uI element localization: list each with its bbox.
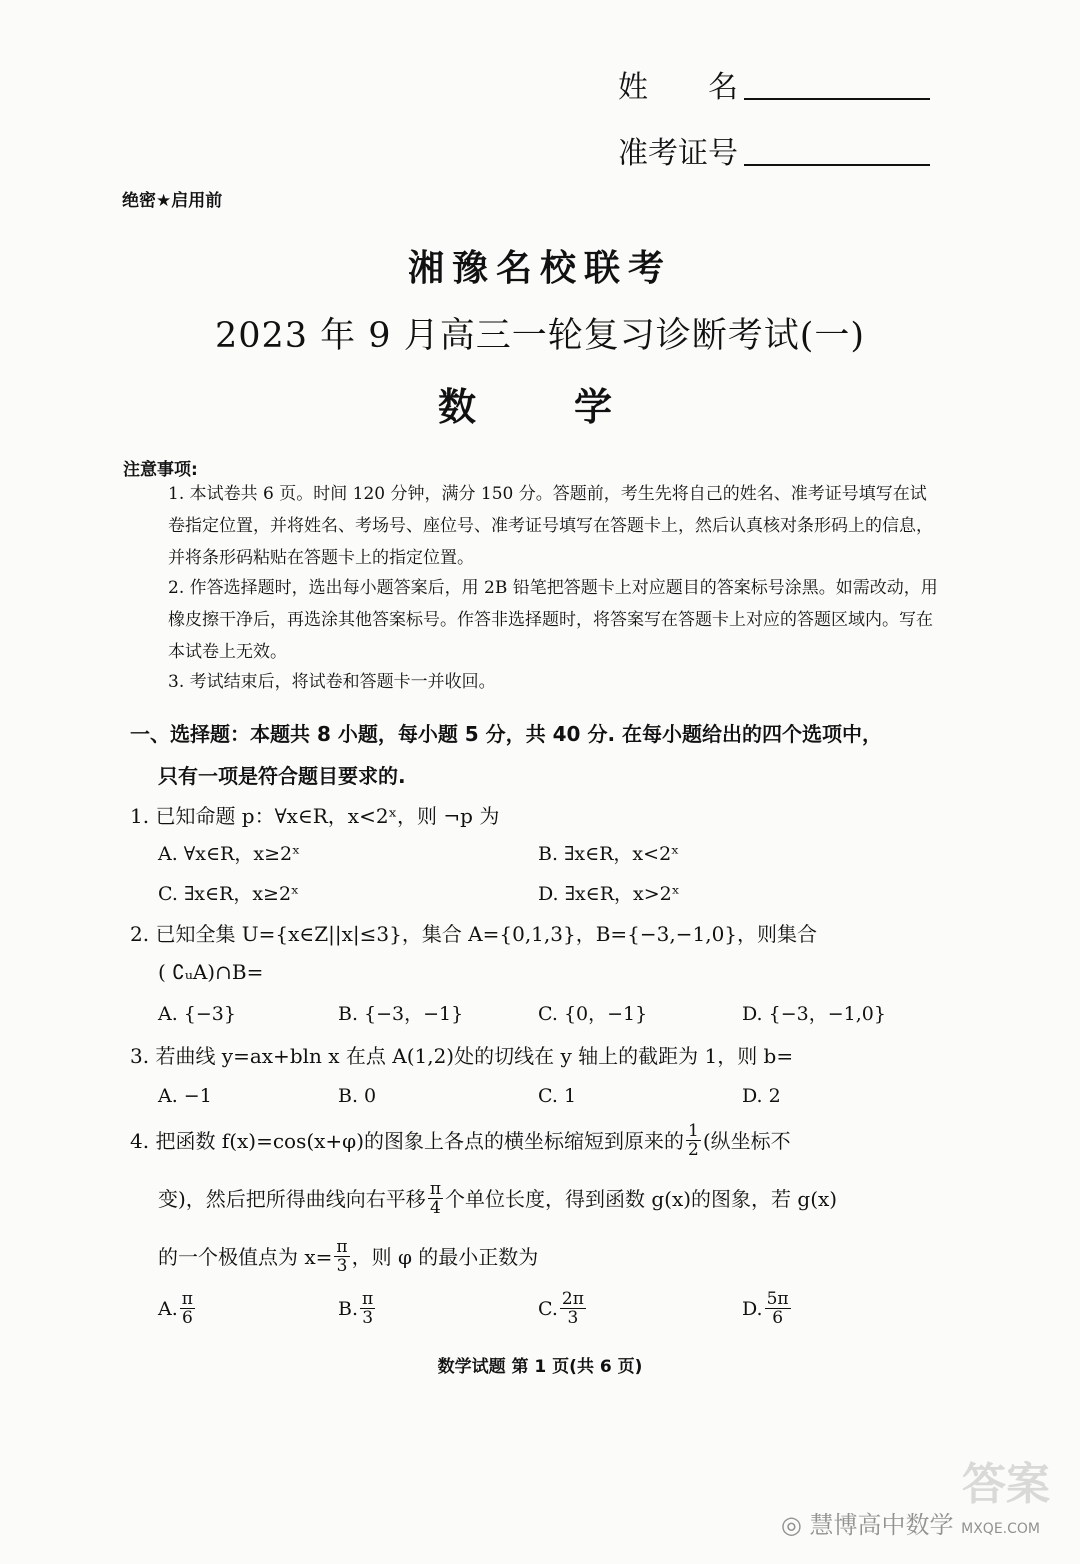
question-4-option-a: A. $\frac{\pi}{6}$ [158,1289,193,1328]
question-4-stem-text: 4. 把函数 f(x)=cos(x+φ)的图象上各点的横坐标缩短到原来的 [130,1128,684,1153]
fraction-pi-over-3: $\frac{\pi}{3}$ [336,1237,348,1276]
exam-id-label: 准考证号 [618,136,738,171]
question-3-option-a: A. −1 [158,1085,212,1107]
exam-union-title: 湘豫名校联考 [407,248,672,289]
question-3-stem: 3. 若曲线 y=ax+bln x 在点 A(1,2)处的切线在 y 轴上的截距为 1，则 b= [130,1044,794,1068]
question-4-line3: 的一个极值点为 x= $\frac{\pi}{3}$ ，则 φ 的最小正数为 [158,1237,539,1276]
question-4-option-d: D. $\frac{5\pi}{6}$ [742,1289,789,1328]
question-4-line2: 变)，然后把所得曲线向右平移 $\frac{\pi}{4}$ 个单位长度，得到函数 g(x)的图象，若 g(x) [158,1179,838,1218]
notice-item-1: 1. 本试卷共 6 页。时间 120 分钟，满分 150 分。答题前，考生先将自己的姓名、准考证号填写在试卷指定位置，并将姓名、考场号、座位号、准考证号填写在答题卡上，然后认真核对条形码上的信息，并将条形码粘贴在答题卡上的指定位置。 [168,484,933,568]
name-field[interactable] [618,62,930,106]
notice-item-3: 3. 考试结束后，将试卷和答题卡一并收回。 [168,672,496,692]
exam-id-field[interactable] [618,128,930,172]
question-4-option-c: C. $\frac{2\pi}{3}$ [538,1289,584,1328]
question-2-stem: 2. 已知全集 U={x∈Z||x|≤3}，集合 A={0,1,3}，B={−3,−1,0}，则集合 [130,922,818,946]
question-2-option-d: D. {−3，−1,0} [742,1003,886,1025]
question-2-stem-cont: ( ∁ᵤA)∩B= [158,960,264,984]
watermark-logo: 答案 [962,1459,1050,1510]
subject-title: 数 学 [437,385,642,429]
fraction-pi-over-4: $\frac{\pi}{4}$ [429,1179,441,1218]
notice-item-2: 2. 作答选择题时，选出每小题答案后，用 2B 铅笔把答题卡上对应题目的答案标号涂黑。如需改动，用橡皮擦干净后，再选涂其他答案标号。作答非选择题时，将答案写在答题卡上对应的答题区域内。写在本试卷上无效。 [168,578,938,662]
question-3-option-c: C. 1 [538,1085,577,1107]
question-4-option-b: B. $\frac{\pi}{3}$ [338,1289,374,1328]
exam-id-blank-line[interactable] [744,164,930,166]
question-1-option-c: C. ∃x∈R，x≥2ˣ [158,883,300,905]
question-3-option-b: B. 0 [338,1085,377,1107]
question-1-option-b: B. ∃x∈R，x<2ˣ [538,843,680,865]
section-heading-line2: 只有一项是符合题目要求的. [158,764,406,788]
secret-label: 绝密★启用前 [122,191,223,211]
question-1-option-a: A. ∀x∈R，x≥2ˣ [158,843,301,865]
wechat-icon: ◎ [780,1511,802,1539]
notice-title: 注意事项: [123,460,198,480]
question-1-stem: 1. 已知命题 p：∀x∈R，x<2ˣ，则 ¬p 为 [130,804,500,828]
question-2-option-b: B. {−3，−1} [338,1003,464,1025]
name-blank-line[interactable] [744,98,930,100]
watermark-account: ◎ 慧博高中数学 MXQE.COM [780,1511,1040,1539]
question-4-stem: 4. 把函数 f(x)=cos(x+φ)的图象上各点的横坐标缩短到原来的 $\frac{1}{2}$ (纵坐标不 [130,1121,791,1160]
fraction-one-half: $\frac{1}{2}$ [688,1121,699,1160]
page-footer: 数学试题 第 1 页(共 6 页) [437,1357,643,1377]
section-heading-line1: 一、选择题：本题共 8 小题，每小题 5 分，共 40 分. 在每小题给出的四个选项中， [130,722,883,746]
question-2-option-a: A. {−3} [158,1003,236,1025]
name-label: 姓 名 [618,70,738,105]
question-2-option-c: C. {0，−1} [538,1003,648,1025]
exam-title: 2023 年 9 月高三一轮复习诊断考试(一) [214,316,866,356]
question-3-option-d: D. 2 [742,1085,781,1107]
question-1-option-d: D. ∃x∈R，x>2ˣ [538,883,680,905]
